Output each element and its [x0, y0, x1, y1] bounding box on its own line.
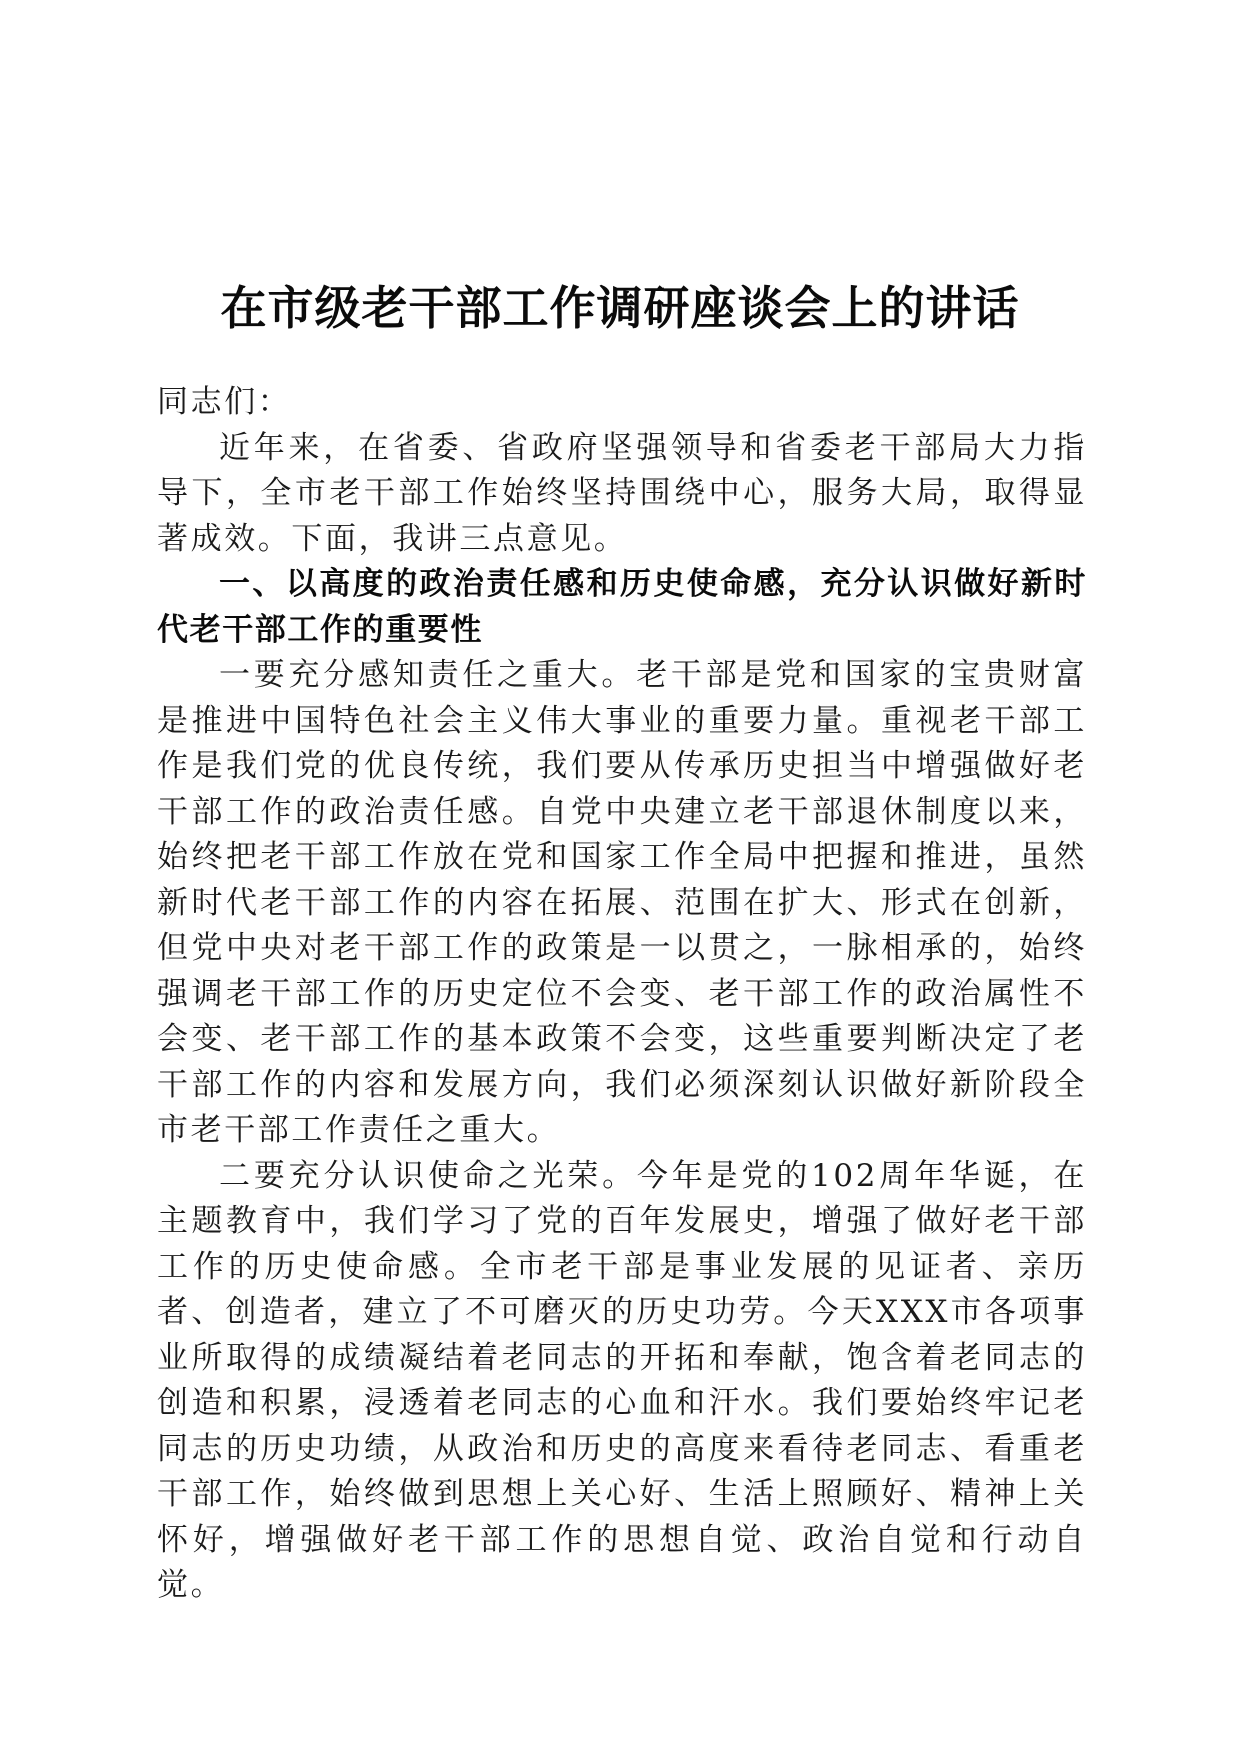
intro-paragraph: 近年来，在省委、省政府坚强领导和省委老干部局大力指导下，全市老干部工作始终坚持围绕中心，服务大局，取得显著成效。下面，我讲三点意见。	[157, 429, 1087, 557]
salutation: 同志们：	[157, 384, 292, 420]
document-title: 在市级老干部工作调研座谈会上的讲话	[220, 280, 1020, 335]
section-heading-1: 一、以高度的政治责任感和历史使命感，充分认识做好新时代老干部工作的重要性	[157, 566, 1087, 648]
body-paragraph-mission: 二要充分认识使命之光荣。今年是党的102周年华诞，在主题教育中，我们学习了党的百年发展史，增强了做好老干部工作的历史使命感。全市老干部是事业发展的见证者、亲历者、创造者，建立了不可磨灭的历史功劳。今天XXX市各项事业所取得的成绩凝结着老同志的开拓和奉献，饱含着老同志的创造和积累，浸透着老同志的心血和汗水。我们要始终牢记老同志的历史功绩，从政治和历史的高度来看待老同志、看重老干部工作，始终做到思想上关心好、生活上照顾好、精神上关怀好，增强做好老干部工作的思想自觉、政治自觉和行动自觉。	[157, 1157, 1087, 1603]
body-paragraph-responsibility: 一要充分感知责任之重大。老干部是党和国家的宝贵财富是推进中国特色社会主义伟大事业的重要力量。重视老干部工作是我们党的优良传统，我们要从传承历史担当中增强做好老干部工作的政治责任感。自党中央建立老干部退休制度以来，始终把老干部工作放在党和国家工作全局中把握和推进，虽然新时代老干部工作的内容在拓展、范围在扩大、形式在创新，但党中央对老干部工作的政策是一以贯之，一脉相承的，始终强调老干部工作的历史定位不会变、老干部工作的政治属性不会变、老干部工作的基本政策不会变，这些重要判断决定了老干部工作的内容和发展方向，我们必须深刻认识做好新阶段全市老干部工作责任之重大。	[157, 657, 1087, 1148]
document-body	[157, 380, 1087, 1609]
